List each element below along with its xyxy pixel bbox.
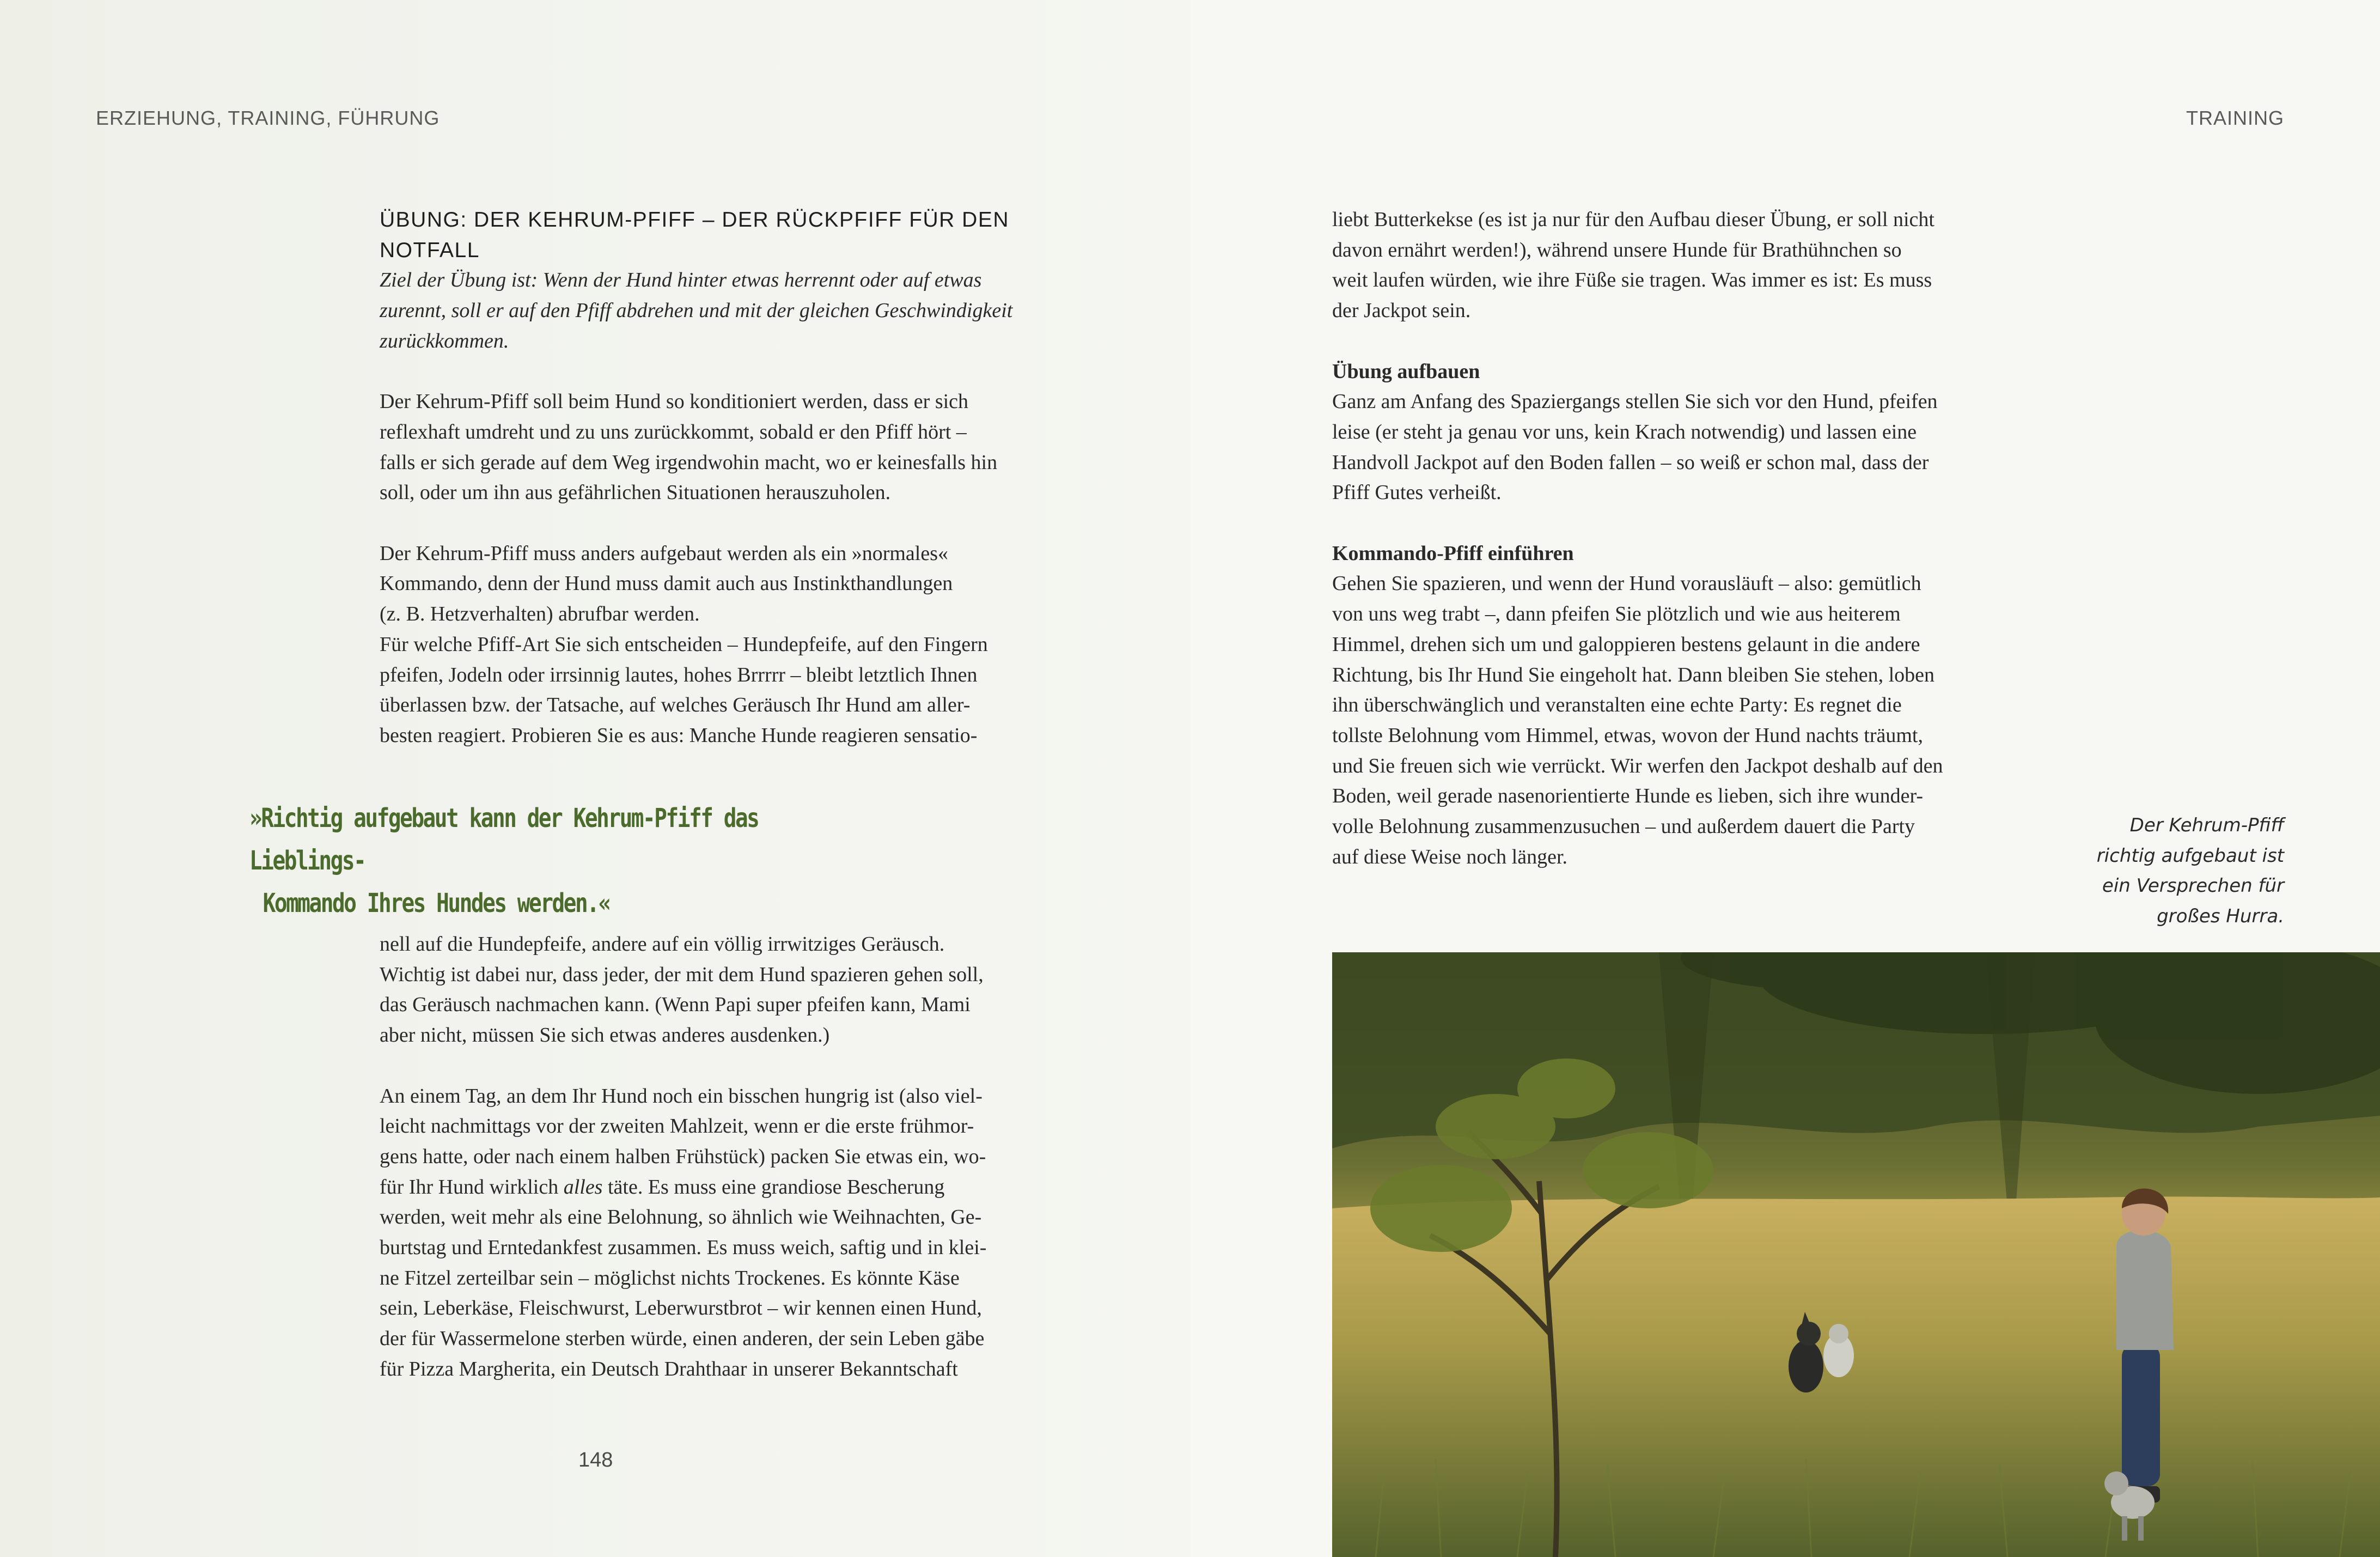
body-paragraph (380, 929, 1055, 1051)
text-line: (z. B. Hetzverhalten) abrufbar werden. (380, 603, 700, 626)
pull-quote-line: »Richtig aufgebaut kann der Kehrum-Pfiff das Lieblings- (249, 803, 759, 876)
text-line: überlassen bzw. der Tatsache, auf welches Geräusch Ihr Hund am aller- (380, 694, 971, 717)
text-line: burtstag und Erntedankfest zusammen. Es muss weich, saftig und in klei- (380, 1236, 987, 1260)
exercise-heading (380, 205, 1055, 265)
text-line: ihn überschwänglich und veranstalten eine echte Party: Es regnet die (1332, 694, 1902, 717)
heading-line: ÜBUNG: DER KEHRUM-PFIFF – DER RÜCKPFIFF FÜR DEN (380, 208, 1010, 232)
text-line: volle Belohnung zusammenzusuchen – und außerdem dauert die Party (1332, 815, 1915, 838)
body-paragraph (1332, 569, 2007, 872)
right-column (1332, 205, 2007, 872)
caption-line: großes Hurra. (2157, 905, 2284, 928)
text-line: weit laufen würden, wie ihre Füße sie tragen. Was immer es ist: Es muss (1332, 269, 1932, 292)
text-line: nell auf die Hundepfeife, andere auf ein völlig irrwitziges Geräusch. (380, 933, 945, 956)
caption-line: richtig aufgebaut ist (2096, 844, 2284, 867)
subheading: Übung aufbauen (1332, 360, 1480, 383)
photo-caption (2055, 811, 2284, 932)
body-paragraph (380, 387, 1055, 508)
body-paragraph (380, 539, 1055, 751)
text-line: Für welche Pfiff-Art Sie sich entscheiden – Hundepfeife, auf den Fingern (380, 632, 988, 656)
text-line: pfeifen, Jodeln oder irrsinnig lautes, hohes Brrrrr – bleibt letztlich Ihnen (380, 663, 978, 686)
heading-line: NOTFALL (380, 238, 480, 262)
running-head-right: TRAINING (2186, 107, 2284, 129)
text-line: falls er sich gerade auf dem Weg irgendwohin macht, wo er keinesfalls hin (380, 451, 998, 474)
body-paragraph (380, 1081, 1055, 1385)
text-line: Kommando, denn der Hund muss damit auch aus Instinkthandlungen (380, 572, 953, 595)
meadow-illustration (1332, 952, 2380, 1557)
text-line: Himmel, drehen sich um und galoppieren bestens gelaunt in die andere (1332, 632, 1920, 656)
text-line: Boden, weil gerade nasenorientierte Hunde es lieben, sich ihre wunder- (1332, 784, 1924, 808)
body-paragraph (1332, 387, 2007, 508)
text-line (380, 1176, 944, 1199)
text-line: für Pizza Margherita, ein Deutsch Drahthaar in unserer Bekanntschaft (380, 1357, 958, 1380)
text-line: Der Kehrum-Pfiff soll beim Hund so konditioniert werden, dass er sich (380, 390, 969, 413)
text-line: und Sie freuen sich wie verrückt. Wir werfen den Jackpot deshalb auf den (1332, 754, 1943, 777)
text-line: Handvoll Jackpot auf den Boden fallen – so weiß er schon mal, dass der (1332, 451, 1929, 474)
text-line: leise (er steht ja genau vor uns, kein Krach notwendig) und lassen eine (1332, 420, 1917, 443)
running-head-left: ERZIEHUNG, TRAINING, FÜHRUNG (96, 107, 440, 129)
text-line: An einem Tag, an dem Ihr Hund noch ein bisschen hungrig ist (also viel- (380, 1084, 982, 1108)
text-line: Richtung, bis Ihr Hund Sie eingeholt hat. Dann bleiben Sie stehen, loben (1332, 663, 1935, 686)
text-line: besten reagiert. Probieren Sie es aus: Manche Hunde reagieren sensatio- (380, 723, 978, 747)
text-run: für Ihr Hund wirklich (380, 1175, 564, 1199)
text-line: Der Kehrum-Pfiff muss anders aufgebaut werden als ein »normales« (380, 542, 948, 565)
emphasis-text: alles (563, 1175, 603, 1199)
text-line: Gehen Sie spazieren, und wenn der Hund vorausläuft – also: gemütlich (1332, 572, 1921, 595)
text-line: davon ernährt werden!), während unsere Hunde für Brathühnchen so (1332, 238, 1902, 261)
left-column-lower (380, 929, 1055, 1385)
text-line: aber nicht, müssen Sie sich etwas anderes ausdenken.) (380, 1024, 830, 1047)
text-line: das Geräusch nachmachen kann. (Wenn Papi super pfeifen kann, Mami (380, 993, 971, 1017)
caption-line: ein Versprechen für (2102, 875, 2284, 897)
text-line: der für Wassermelone sterben würde, einen anderen, der sein Leben gäbe (380, 1327, 985, 1351)
text-line: leicht nachmittags vor der zweiten Mahlzeit, wenn er die erste frühmor- (380, 1115, 974, 1138)
text-line: zurennt, soll er auf den Pfiff abdrehen und mit der gleichen Geschwindigkeit (380, 299, 1013, 323)
text-line: werden, weit mehr als eine Belohnung, so ähnlich wie Weihnachten, Ge- (380, 1206, 982, 1229)
text-run: täte. Es muss eine grandiose Bescherung (602, 1175, 945, 1199)
pull-quote-line: Kommando Ihres Hundes werden.« (263, 888, 610, 919)
text-line: tollste Belohnung vom Himmel, etwas, wovon der Hund nachts träumt, (1332, 723, 1923, 747)
caption-line: Der Kehrum-Pfiff (2129, 814, 2284, 836)
text-line: der Jackpot sein. (1332, 299, 1471, 323)
text-line: von uns weg trabt –, dann pfeifen Sie plötzlich und wie aus heiterem (1332, 603, 1901, 626)
left-column-upper (380, 205, 1055, 751)
text-line: liebt Butterkekse (es ist ja nur für den Aufbau dieser Übung, er soll nicht (1332, 208, 1934, 231)
text-line: soll, oder um ihn aus gefährlichen Situationen herauszuholen. (380, 481, 891, 504)
text-line: gens hatte, oder nach einem halben Frühstück) packen Sie etwas ein, wo- (380, 1145, 986, 1168)
text-line: Ganz am Anfang des Spaziergangs stellen Sie sich vor den Hund, pfeifen (1332, 390, 1938, 413)
text-line: ne Fitzel zerteilbar sein – möglichst nichts Trockenes. Es könnte Käse (380, 1266, 960, 1290)
body-paragraph (1332, 205, 2007, 326)
text-line: zurückkommen. (380, 329, 509, 352)
text-line: Pfiff Gutes verheißt. (1332, 481, 1502, 504)
text-line: Ziel der Übung ist: Wenn der Hund hinter etwas herrennt oder auf etwas (380, 269, 982, 292)
page-number: 148 (578, 1449, 613, 1471)
text-line: reflexhaft umdreht und zu uns zurückkommt, sobald er den Pfiff hört – (380, 420, 967, 443)
subheading: Kommando-Pfiff einführen (1332, 542, 1574, 565)
pull-quote (249, 797, 875, 925)
text-line: auf diese Weise noch länger. (1332, 845, 1568, 868)
lead-paragraph (380, 265, 1055, 356)
text-line: Wichtig ist dabei nur, dass jeder, der mit dem Hund spazieren gehen soll, (380, 963, 984, 986)
text-line: sein, Leberkäse, Fleischwurst, Leberwurstbrot – wir kennen einen Hund, (380, 1297, 982, 1320)
meadow-photo (1332, 952, 2380, 1557)
